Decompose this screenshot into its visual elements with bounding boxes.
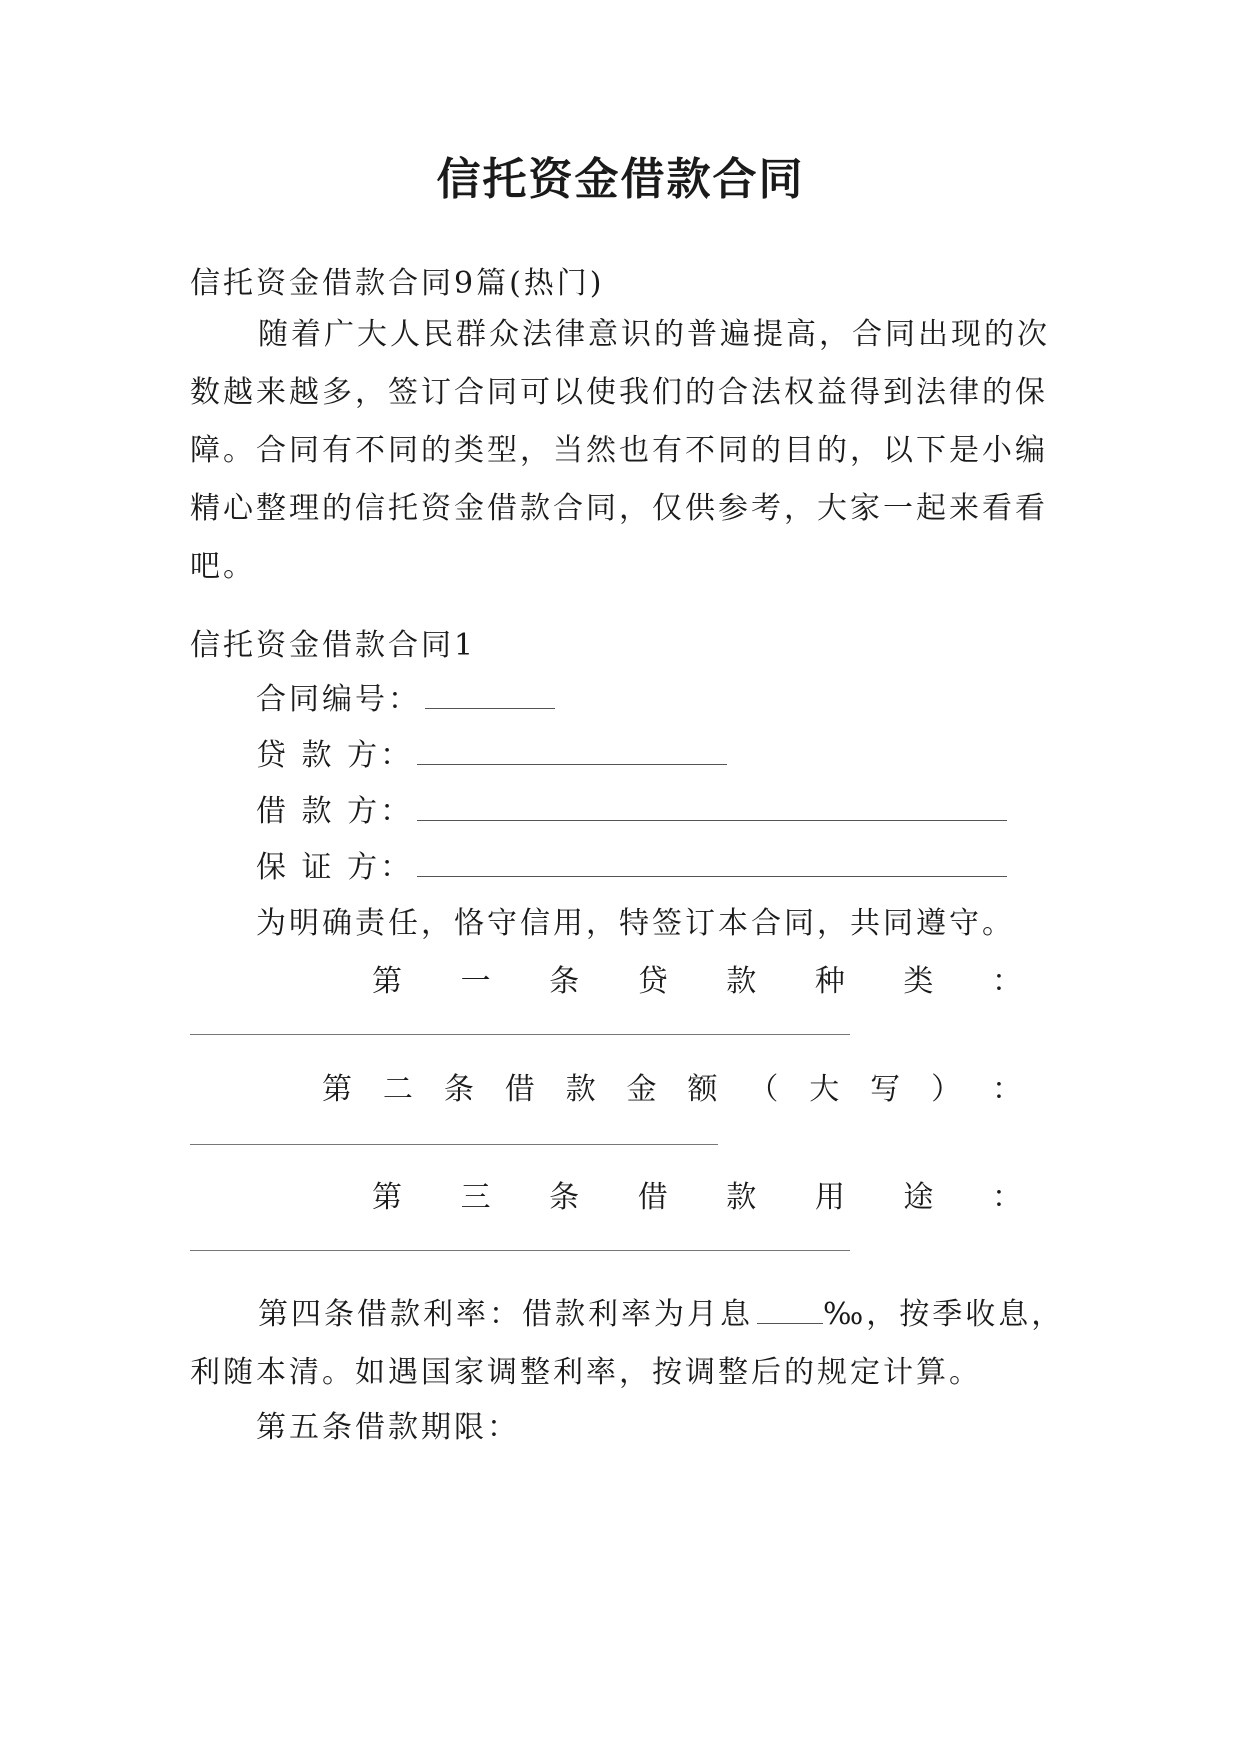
article-2-char: 金 (626, 1072, 657, 1107)
article-1-char: 贷 (637, 964, 668, 999)
article-2-char: 写 (870, 1072, 901, 1107)
article-2-char: 第 (322, 1072, 352, 1107)
article-3-char: 三 (460, 1180, 491, 1215)
article-3-heading (372, 1176, 1022, 1220)
article-2-char: ） (931, 1072, 962, 1107)
guarantor-label: 保 证 方： (256, 850, 414, 885)
article-2-char: ： (991, 1072, 1022, 1107)
article-2-heading (322, 1068, 1022, 1112)
article-2-char: 条 (443, 1072, 474, 1107)
document-title: 信托资金借款合同 (436, 154, 805, 205)
article-3-char: 款 (726, 1180, 757, 1215)
article-1-char: 种 (814, 964, 845, 999)
article-3-char: 条 (549, 1180, 580, 1215)
article-3-blank (190, 1250, 850, 1251)
contract-number-blank (425, 678, 555, 709)
article-3-char: 借 (637, 1180, 668, 1215)
borrower-blank (417, 790, 1007, 821)
section-heading: 信托资金借款合同1 (190, 628, 477, 663)
contract-number-label: 合同编号： (256, 682, 421, 717)
article-2-char: （ (748, 1072, 779, 1107)
lender-label: 贷 款 方： (256, 738, 414, 773)
borrower-field (256, 790, 1007, 834)
article-2-char: 额 (687, 1072, 718, 1107)
article-2-char: 二 (382, 1072, 413, 1107)
article-2-char: 大 (809, 1072, 840, 1107)
article-1-char: 条 (549, 964, 580, 999)
intro-paragraph: 随着广大人民群众法律意识的普遍提高，合同出现的次数越来越多，签订合同可以使我们的合法权益得到法律的保障。合同有不同的类型，当然也有不同的目的，以下是小编精心整理的信托资金借款合同，仅供参考，大家一起来看看吧。 (190, 317, 1050, 584)
lender-field (256, 734, 727, 778)
article-4-part2: ‰，按季收息，利随本清。如遇国家调整利率，按调整后的规定计算。 (190, 1297, 1065, 1390)
article-1-heading (372, 960, 1022, 1004)
article-2-blank (190, 1144, 718, 1145)
article-3-char: ： (991, 1180, 1022, 1215)
article-1-char: ： (991, 964, 1022, 999)
article-4-part1: 第四条借款利率：借款利率为月息 (258, 1297, 753, 1332)
lender-blank (417, 734, 727, 765)
article-5: 第五条借款期限： (256, 1410, 520, 1445)
document-subtitle: 信托资金借款合同9篇(热门) (190, 266, 605, 301)
article-2-char: 借 (504, 1072, 535, 1107)
article-1-char: 类 (903, 964, 934, 999)
article-1-char: 一 (460, 964, 491, 999)
article-3-char: 途 (903, 1180, 934, 1215)
article-3-char: 第 (372, 1180, 402, 1215)
article-1-blank (190, 1034, 850, 1035)
guarantor-field (256, 846, 1007, 890)
guarantor-blank (417, 846, 1007, 877)
borrower-label: 借 款 方： (256, 794, 414, 829)
article-3-char: 用 (814, 1180, 845, 1215)
preamble: 为明确责任，恪守信用，特签订本合同，共同遵守。 (256, 906, 1015, 941)
article-2-char: 款 (565, 1072, 596, 1107)
article-1-char: 第 (372, 964, 402, 999)
interest-rate-blank (757, 1293, 823, 1324)
contract-number-field (256, 678, 555, 722)
article-4 (190, 1286, 1070, 1402)
article-1-char: 款 (726, 964, 757, 999)
